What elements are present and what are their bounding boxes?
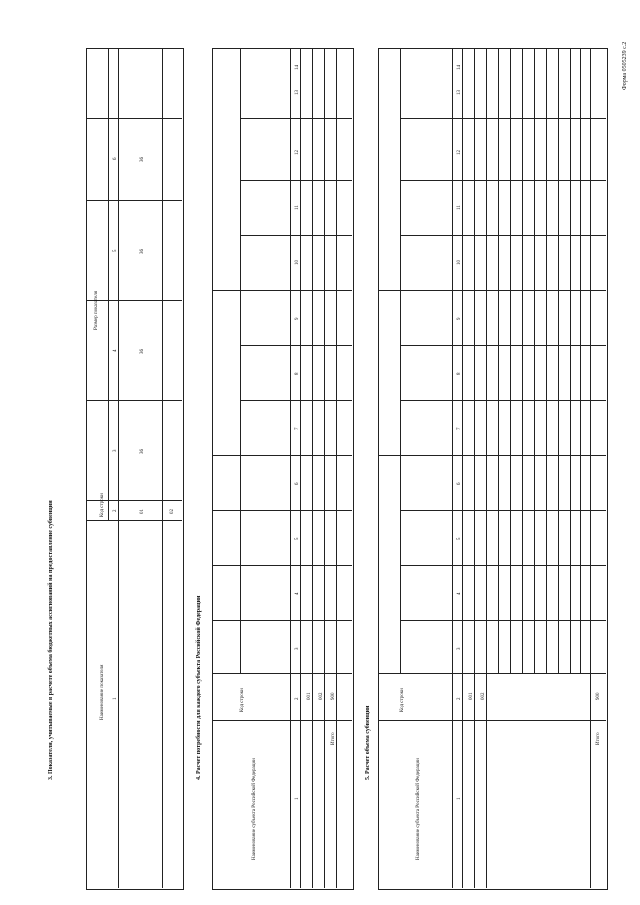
s3-col-5: 5 bbox=[113, 249, 118, 252]
s4-col-7: 7 bbox=[295, 427, 300, 430]
s4-col-11: 11 bbox=[295, 205, 300, 210]
s3-value-4: 36 bbox=[140, 157, 145, 162]
s5-header-code: Код строки bbox=[400, 688, 405, 712]
s5-header-name: Наименование субъекта Российской Федерации bbox=[416, 758, 421, 860]
s4-col-5: 5 bbox=[295, 537, 300, 540]
s3-header-group: Размер показателя bbox=[94, 290, 99, 330]
s5-col-2: 2 bbox=[457, 697, 462, 700]
s3-header-code: Код строки bbox=[100, 493, 105, 517]
s3-col-6: 6 bbox=[113, 157, 118, 160]
s5-total-label: Итого bbox=[596, 732, 601, 745]
s5-col-9: 9 bbox=[457, 317, 462, 320]
section5-title: 5. Расчет объема субвенции bbox=[365, 705, 371, 780]
section4-table bbox=[212, 48, 354, 890]
s5-row-code-900: 900 bbox=[596, 692, 601, 700]
s5-row-code-002: 002 bbox=[481, 692, 486, 700]
s5-col-10: 10 bbox=[457, 260, 462, 265]
s4-col-4: 4 bbox=[295, 592, 300, 595]
s4-header-name: Наименование субъекта Российской Федерации bbox=[252, 758, 257, 860]
s5-col-8: 8 bbox=[457, 372, 462, 375]
s4-col-12: 12 bbox=[295, 150, 300, 155]
s3-col-1: 1 bbox=[113, 697, 118, 700]
s5-col-14: 14 bbox=[457, 65, 462, 70]
s4-row-code-002: 002 bbox=[319, 692, 324, 700]
s5-col-11: 11 bbox=[457, 205, 462, 210]
s4-row-code-001: 001 bbox=[307, 692, 312, 700]
s4-col-2: 2 bbox=[295, 697, 300, 700]
s4-col-6: 6 bbox=[295, 482, 300, 485]
s3-value-2: 36 bbox=[140, 349, 145, 354]
s5-col-7: 7 bbox=[457, 427, 462, 430]
s4-col-1: 1 bbox=[295, 797, 300, 800]
s5-col-4: 4 bbox=[457, 592, 462, 595]
form-code: Форма 0505239 с.2 bbox=[622, 41, 628, 90]
s5-col-13: 13 bbox=[457, 90, 462, 95]
s5-col-3: 3 bbox=[457, 647, 462, 650]
s4-col-9: 9 bbox=[295, 317, 300, 320]
s4-col-8: 8 bbox=[295, 372, 300, 375]
s4-col-3: 3 bbox=[295, 647, 300, 650]
s5-col-1: 1 bbox=[457, 797, 462, 800]
s5-col-12: 12 bbox=[457, 150, 462, 155]
s5-col-5: 5 bbox=[457, 537, 462, 540]
section5-table bbox=[378, 48, 608, 890]
s4-col-10: 10 bbox=[295, 260, 300, 265]
s4-header-code: Код строки bbox=[240, 688, 245, 712]
s4-total-label: Итого bbox=[331, 732, 336, 745]
s3-value-1: 36 bbox=[140, 449, 145, 454]
s4-col-14: 14 bbox=[295, 65, 300, 70]
s4-col-13: 13 bbox=[295, 90, 300, 95]
s3-col-4: 4 bbox=[113, 349, 118, 352]
section3-table bbox=[86, 48, 184, 890]
section4-title: 4. Расчет потребности для каждого субъекта Российской Федерации bbox=[196, 595, 202, 780]
section3-title: 3. Показатели, учитываемые в расчете объема бюджетных ассигнований на предоставление субвенции bbox=[48, 500, 54, 780]
s3-col-3: 3 bbox=[113, 449, 118, 452]
s5-row-code-001: 001 bbox=[469, 692, 474, 700]
s3-value-3: 36 bbox=[140, 249, 145, 254]
s5-col-6: 6 bbox=[457, 482, 462, 485]
s3-row-code-01: 01 bbox=[140, 509, 145, 514]
s4-row-code-900: 900 bbox=[331, 692, 336, 700]
s3-col-2: 2 bbox=[113, 509, 118, 512]
s3-header-name: Наименование показателя bbox=[100, 664, 105, 720]
s3-row-code-02: 02 bbox=[170, 509, 175, 514]
